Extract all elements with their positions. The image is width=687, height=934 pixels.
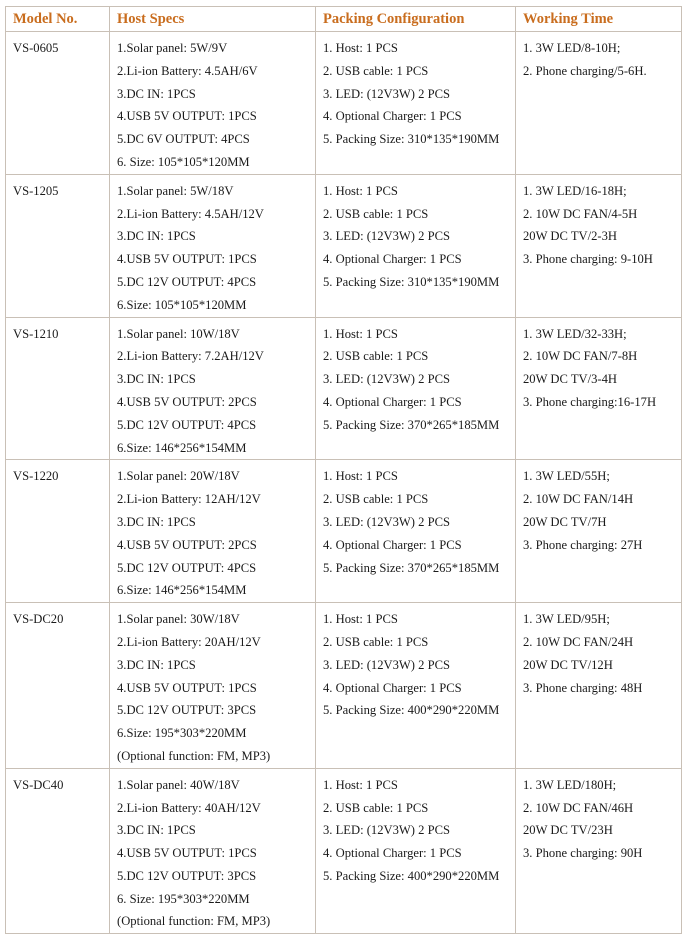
packing-line: 4. Optional Charger: 1 PCS xyxy=(323,680,462,695)
host-spec-line: 2.Li-ion Battery: 7.2AH/12V xyxy=(117,349,264,364)
host-specs-cell xyxy=(110,768,316,934)
packing-line: 4. Optional Charger: 1 PCS xyxy=(323,537,462,552)
working-time-line: 3. Phone charging:16-17H xyxy=(523,394,657,409)
working-time-line: 20W DC TV/7H xyxy=(523,514,607,529)
packing-line: 4. Optional Charger: 1 PCS xyxy=(323,394,462,409)
host-spec-line: 1.Solar panel: 5W/9V xyxy=(117,41,228,55)
packing-line: 1. Host: 1 PCS xyxy=(323,777,398,792)
packing-line: 1. Host: 1 PCS xyxy=(323,326,398,341)
host-spec-line: 4.USB 5V OUTPUT: 2PCS xyxy=(117,537,257,552)
table-row xyxy=(6,317,682,460)
header-packing-configuration: Packing Configuration xyxy=(316,7,516,32)
packing-line: 1. Host: 1 PCS xyxy=(323,612,398,627)
host-spec-line: 2.Li-ion Battery: 4.5AH/6V xyxy=(117,63,258,78)
model-cell: VS-DC40 xyxy=(6,768,110,934)
packing-line: 1. Host: 1 PCS xyxy=(323,183,398,198)
model-cell: VS-DC20 xyxy=(6,603,110,769)
model-cell: VS-1220 xyxy=(6,460,110,603)
host-spec-line: 2.Li-ion Battery: 4.5AH/12V xyxy=(117,206,264,221)
host-spec-line: 4.USB 5V OUTPUT: 1PCS xyxy=(117,252,257,267)
packing-line: 5. Packing Size: 310*135*190MM xyxy=(323,274,500,289)
packing-line: 3. LED: (12V3W) 2 PCS xyxy=(323,229,450,244)
working-time-line: 3. Phone charging: 48H xyxy=(523,680,643,695)
packing-line: 2. USB cable: 1 PCS xyxy=(323,349,429,364)
packing-line: 5. Packing Size: 310*135*190MM xyxy=(323,132,500,147)
host-spec-line: 5.DC 12V OUTPUT: 3PCS xyxy=(117,868,257,883)
host-spec-line: 1.Solar panel: 40W/18V xyxy=(117,777,240,792)
working-time-cell xyxy=(516,174,682,317)
header-model: Model No. xyxy=(6,7,110,32)
working-time-line: 1. 3W LED/16-18H; xyxy=(523,183,627,198)
packing-line: 1. Host: 1 PCS xyxy=(323,469,398,484)
working-time-line: 1. 3W LED/8-10H; xyxy=(523,41,621,55)
spec-table xyxy=(5,6,682,934)
table-row xyxy=(6,32,682,175)
packing-line: 2. USB cable: 1 PCS xyxy=(323,800,429,815)
host-spec-line: 6. Size: 105*105*120MM xyxy=(117,154,250,169)
working-time-line: 2. 10W DC FAN/7-8H xyxy=(523,349,638,364)
working-time-line: 3. Phone charging: 90H xyxy=(523,846,643,861)
table-row xyxy=(6,603,682,769)
working-time-line: 3. Phone charging: 27H xyxy=(523,537,643,552)
host-spec-line: 2.Li-ion Battery: 12AH/12V xyxy=(117,492,261,507)
working-time-line: 2. 10W DC FAN/46H xyxy=(523,800,634,815)
table-row xyxy=(6,174,682,317)
host-specs-cell xyxy=(110,174,316,317)
host-spec-line: 3.DC IN: 1PCS xyxy=(117,514,196,529)
host-spec-line: 6.Size: 105*105*120MM xyxy=(117,297,247,312)
packing-line: 5. Packing Size: 370*265*185MM xyxy=(323,560,500,575)
packing-line: 3. LED: (12V3W) 2 PCS xyxy=(323,86,450,101)
working-time-line: 2. 10W DC FAN/4-5H xyxy=(523,206,638,221)
host-spec-line: 5.DC 12V OUTPUT: 4PCS xyxy=(117,417,257,432)
working-time-line: 20W DC TV/23H xyxy=(523,823,613,838)
packing-line: 3. LED: (12V3W) 2 PCS xyxy=(323,657,450,672)
working-time-line: 1. 3W LED/32-33H; xyxy=(523,326,627,341)
packing-line: 2. USB cable: 1 PCS xyxy=(323,63,429,78)
model-cell: VS-1210 xyxy=(6,317,110,460)
host-spec-line: 6. Size: 195*303*220MM xyxy=(117,891,250,906)
host-spec-line: 1.Solar panel: 5W/18V xyxy=(117,183,234,198)
host-spec-line: 1.Solar panel: 10W/18V xyxy=(117,326,240,341)
model-cell: VS-1205 xyxy=(6,174,110,317)
table-row xyxy=(6,768,682,934)
host-spec-line: 5.DC 12V OUTPUT: 3PCS xyxy=(117,703,257,718)
working-time-line: 20W DC TV/3-4H xyxy=(523,372,617,387)
packing-line: 3. LED: (12V3W) 2 PCS xyxy=(323,823,450,838)
packing-line: 5. Packing Size: 400*290*220MM xyxy=(323,703,500,718)
host-specs-cell xyxy=(110,32,316,175)
table-row xyxy=(6,460,682,603)
packing-line: 4. Optional Charger: 1 PCS xyxy=(323,109,462,124)
packing-config-cell xyxy=(316,32,516,175)
working-time-line: 1. 3W LED/95H; xyxy=(523,612,610,627)
host-spec-line: 3.DC IN: 1PCS xyxy=(117,823,196,838)
host-spec-line: (Optional function: FM, MP3) xyxy=(117,748,271,763)
host-spec-line: (Optional function: FM, MP3) xyxy=(117,914,271,929)
host-spec-line: 2.Li-ion Battery: 40AH/12V xyxy=(117,800,261,815)
working-time-line: 2. 10W DC FAN/14H xyxy=(523,492,634,507)
packing-line: 2. USB cable: 1 PCS xyxy=(323,206,429,221)
host-spec-line: 3.DC IN: 1PCS xyxy=(117,86,196,101)
host-spec-line: 4.USB 5V OUTPUT: 1PCS xyxy=(117,680,257,695)
host-spec-line: 3.DC IN: 1PCS xyxy=(117,229,196,244)
header-host-specs: Host Specs xyxy=(110,7,316,32)
working-time-line: 1. 3W LED/180H; xyxy=(523,777,617,792)
packing-config-cell xyxy=(316,603,516,769)
packing-line: 4. Optional Charger: 1 PCS xyxy=(323,846,462,861)
working-time-line: 2. Phone charging/5-6H. xyxy=(523,63,647,78)
packing-config-cell xyxy=(316,768,516,934)
packing-config-cell xyxy=(316,460,516,603)
host-specs-cell xyxy=(110,603,316,769)
host-spec-line: 5.DC 6V OUTPUT: 4PCS xyxy=(117,132,250,147)
host-spec-line: 1.Solar panel: 30W/18V xyxy=(117,612,240,627)
packing-line: 3. LED: (12V3W) 2 PCS xyxy=(323,514,450,529)
packing-config-cell xyxy=(316,174,516,317)
working-time-line: 20W DC TV/12H xyxy=(523,657,613,672)
packing-line: 2. USB cable: 1 PCS xyxy=(323,492,429,507)
host-spec-line: 4.USB 5V OUTPUT: 1PCS xyxy=(117,109,257,124)
host-spec-line: 2.Li-ion Battery: 20AH/12V xyxy=(117,634,261,649)
header-row xyxy=(6,7,682,32)
table-body xyxy=(6,32,682,934)
working-time-line: 1. 3W LED/55H; xyxy=(523,469,610,484)
working-time-line: 3. Phone charging: 9-10H xyxy=(523,252,653,267)
model-cell: VS-0605 xyxy=(6,32,110,175)
host-spec-line: 6.Size: 195*303*220MM xyxy=(117,726,247,741)
host-spec-line: 6.Size: 146*256*154MM xyxy=(117,440,247,455)
working-time-cell xyxy=(516,460,682,603)
working-time-line: 20W DC TV/2-3H xyxy=(523,229,617,244)
host-spec-line: 5.DC 12V OUTPUT: 4PCS xyxy=(117,274,257,289)
packing-line: 5. Packing Size: 370*265*185MM xyxy=(323,417,500,432)
working-time-cell xyxy=(516,768,682,934)
host-spec-line: 6.Size: 146*256*154MM xyxy=(117,583,247,598)
host-spec-line: 3.DC IN: 1PCS xyxy=(117,372,196,387)
working-time-cell xyxy=(516,603,682,769)
host-specs-cell xyxy=(110,460,316,603)
packing-line: 4. Optional Charger: 1 PCS xyxy=(323,252,462,267)
packing-line: 5. Packing Size: 400*290*220MM xyxy=(323,868,500,883)
host-spec-line: 5.DC 12V OUTPUT: 4PCS xyxy=(117,560,257,575)
packing-config-cell xyxy=(316,317,516,460)
working-time-cell xyxy=(516,317,682,460)
packing-line: 2. USB cable: 1 PCS xyxy=(323,634,429,649)
host-spec-line: 3.DC IN: 1PCS xyxy=(117,657,196,672)
host-specs-cell xyxy=(110,317,316,460)
host-spec-line: 1.Solar panel: 20W/18V xyxy=(117,469,240,484)
packing-line: 3. LED: (12V3W) 2 PCS xyxy=(323,372,450,387)
working-time-cell xyxy=(516,32,682,175)
header-working-time: Working Time xyxy=(516,7,682,32)
working-time-line: 2. 10W DC FAN/24H xyxy=(523,634,634,649)
host-spec-line: 4.USB 5V OUTPUT: 1PCS xyxy=(117,846,257,861)
host-spec-line: 4.USB 5V OUTPUT: 2PCS xyxy=(117,394,257,409)
packing-line: 1. Host: 1 PCS xyxy=(323,41,398,55)
